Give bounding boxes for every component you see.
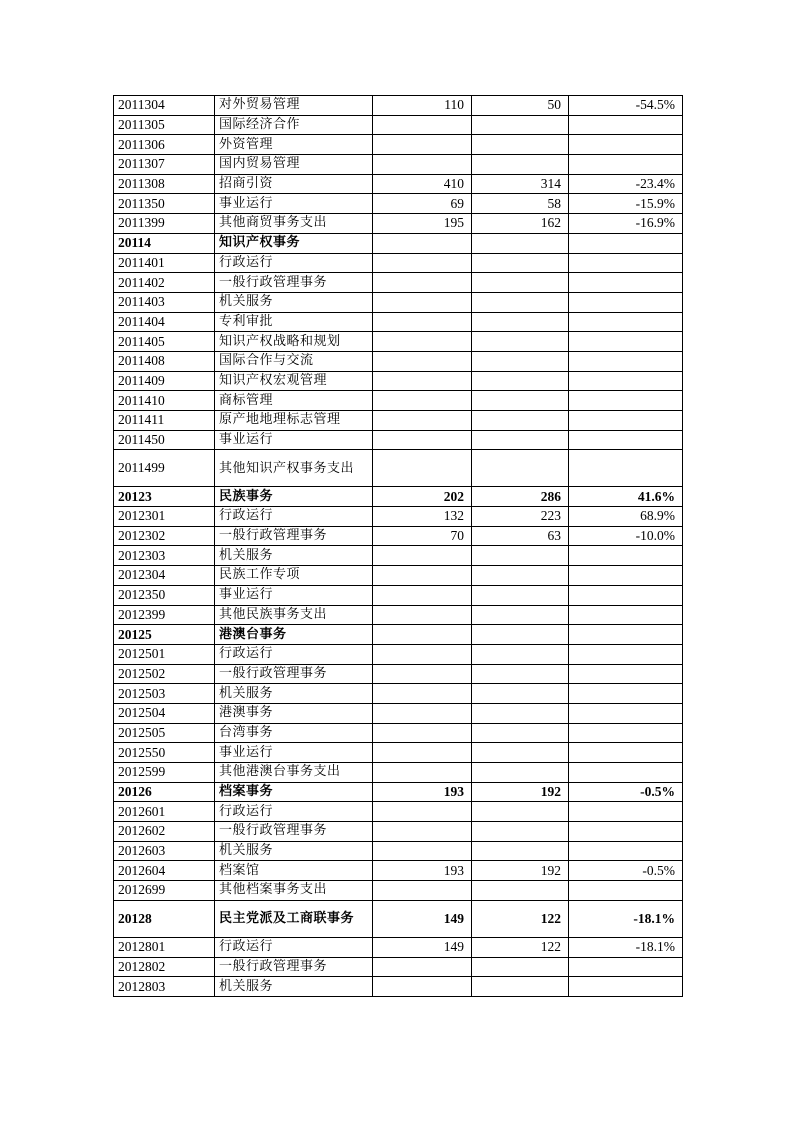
- code-cell: 2012603: [114, 841, 215, 861]
- name-cell: 港澳事务: [215, 703, 373, 723]
- value-2-cell: [472, 546, 569, 566]
- table-row: [114, 312, 683, 332]
- code-cell: 2011404: [114, 312, 215, 332]
- change-cell: [569, 351, 683, 371]
- change-cell: -18.1%: [569, 937, 683, 957]
- change-cell: [569, 391, 683, 411]
- value-1-cell: [373, 605, 472, 625]
- change-cell: -23.4%: [569, 174, 683, 194]
- table-row: [114, 214, 683, 234]
- name-cell: 台湾事务: [215, 723, 373, 743]
- code-cell: 2011350: [114, 194, 215, 214]
- change-cell: [569, 625, 683, 645]
- value-2-cell: [472, 841, 569, 861]
- table-row: [114, 566, 683, 586]
- value-2-cell: [472, 802, 569, 822]
- change-cell: -10.0%: [569, 526, 683, 546]
- name-cell: 知识产权事务: [215, 233, 373, 253]
- value-2-cell: [472, 253, 569, 273]
- table-row: [114, 937, 683, 957]
- value-1-cell: 195: [373, 214, 472, 234]
- change-cell: [569, 841, 683, 861]
- code-cell: 2012503: [114, 684, 215, 704]
- change-cell: [569, 605, 683, 625]
- table-row: [114, 526, 683, 546]
- change-cell: [569, 566, 683, 586]
- name-cell: 行政运行: [215, 644, 373, 664]
- value-1-cell: [373, 841, 472, 861]
- value-1-cell: 69: [373, 194, 472, 214]
- value-2-cell: [472, 430, 569, 450]
- code-cell: 2011409: [114, 371, 215, 391]
- category-row: [114, 782, 683, 802]
- change-cell: [569, 273, 683, 293]
- name-cell: 民主党派及工商联事务: [215, 900, 373, 937]
- change-cell: [569, 292, 683, 312]
- code-cell: 20123: [114, 487, 215, 507]
- value-2-cell: [472, 644, 569, 664]
- value-2-cell: [472, 351, 569, 371]
- name-cell: 机关服务: [215, 292, 373, 312]
- change-cell: -16.9%: [569, 214, 683, 234]
- code-cell: 2012550: [114, 743, 215, 763]
- change-cell: 41.6%: [569, 487, 683, 507]
- value-2-cell: [472, 391, 569, 411]
- budget-table: [113, 95, 683, 997]
- category-row: [114, 900, 683, 937]
- change-cell: [569, 763, 683, 783]
- table-row: [114, 371, 683, 391]
- code-cell: 2012302: [114, 526, 215, 546]
- name-cell: 一般行政管理事务: [215, 822, 373, 842]
- table-row: [114, 155, 683, 175]
- change-cell: [569, 881, 683, 901]
- table-row: [114, 391, 683, 411]
- value-2-cell: 286: [472, 487, 569, 507]
- table-body: [114, 96, 683, 997]
- name-cell: 知识产权宏观管理: [215, 371, 373, 391]
- value-1-cell: [373, 135, 472, 155]
- value-2-cell: 314: [472, 174, 569, 194]
- code-cell: 2011307: [114, 155, 215, 175]
- table-row: [114, 115, 683, 135]
- name-cell: 一般行政管理事务: [215, 664, 373, 684]
- table-row: [114, 253, 683, 273]
- table-row: [114, 723, 683, 743]
- value-2-cell: [472, 135, 569, 155]
- name-cell: 一般行政管理事务: [215, 526, 373, 546]
- name-cell: 其他知识产权事务支出: [215, 450, 373, 487]
- value-2-cell: [472, 312, 569, 332]
- code-cell: 2012699: [114, 881, 215, 901]
- code-cell: 20125: [114, 625, 215, 645]
- code-cell: 2012604: [114, 861, 215, 881]
- code-cell: 2011305: [114, 115, 215, 135]
- table-row: [114, 605, 683, 625]
- code-cell: 2012601: [114, 802, 215, 822]
- value-1-cell: [373, 273, 472, 293]
- code-cell: 20114: [114, 233, 215, 253]
- table-row: [114, 450, 683, 487]
- category-row: [114, 487, 683, 507]
- change-cell: -0.5%: [569, 861, 683, 881]
- value-1-cell: [373, 664, 472, 684]
- table-row: [114, 802, 683, 822]
- value-1-cell: 149: [373, 900, 472, 937]
- code-cell: 2012502: [114, 664, 215, 684]
- code-cell: 2011399: [114, 214, 215, 234]
- name-cell: 机关服务: [215, 546, 373, 566]
- value-2-cell: [472, 881, 569, 901]
- table-row: [114, 763, 683, 783]
- value-2-cell: [472, 371, 569, 391]
- change-cell: [569, 977, 683, 997]
- code-cell: 2011401: [114, 253, 215, 273]
- value-1-cell: [373, 351, 472, 371]
- value-1-cell: [373, 546, 472, 566]
- change-cell: [569, 332, 683, 352]
- code-cell: 2011410: [114, 391, 215, 411]
- change-cell: -0.5%: [569, 782, 683, 802]
- code-cell: 2012399: [114, 605, 215, 625]
- name-cell: 机关服务: [215, 684, 373, 704]
- code-cell: 2012505: [114, 723, 215, 743]
- change-cell: [569, 371, 683, 391]
- code-cell: 2011403: [114, 292, 215, 312]
- value-1-cell: [373, 822, 472, 842]
- code-cell: 2012303: [114, 546, 215, 566]
- value-2-cell: [472, 625, 569, 645]
- name-cell: 事业运行: [215, 585, 373, 605]
- value-2-cell: [472, 233, 569, 253]
- name-cell: 一般行政管理事务: [215, 957, 373, 977]
- change-cell: -15.9%: [569, 194, 683, 214]
- value-2-cell: [472, 684, 569, 704]
- code-cell: 2012599: [114, 763, 215, 783]
- name-cell: 民族工作专项: [215, 566, 373, 586]
- value-2-cell: [472, 273, 569, 293]
- value-2-cell: 192: [472, 782, 569, 802]
- table-row: [114, 841, 683, 861]
- change-cell: [569, 430, 683, 450]
- table-row: [114, 644, 683, 664]
- name-cell: 行政运行: [215, 802, 373, 822]
- value-1-cell: [373, 625, 472, 645]
- code-cell: 20128: [114, 900, 215, 937]
- name-cell: 机关服务: [215, 841, 373, 861]
- code-cell: 2012501: [114, 644, 215, 664]
- value-1-cell: [373, 332, 472, 352]
- change-cell: [569, 957, 683, 977]
- table-row: [114, 546, 683, 566]
- code-cell: 2011450: [114, 430, 215, 450]
- value-1-cell: [373, 312, 472, 332]
- name-cell: 事业运行: [215, 430, 373, 450]
- table-row: [114, 861, 683, 881]
- change-cell: [569, 155, 683, 175]
- code-cell: 2012504: [114, 703, 215, 723]
- value-2-cell: [472, 723, 569, 743]
- value-2-cell: 122: [472, 937, 569, 957]
- value-2-cell: [472, 822, 569, 842]
- value-1-cell: 410: [373, 174, 472, 194]
- code-cell: 2011402: [114, 273, 215, 293]
- code-cell: 2012802: [114, 957, 215, 977]
- value-1-cell: 132: [373, 507, 472, 527]
- change-cell: [569, 664, 683, 684]
- table-row: [114, 430, 683, 450]
- value-2-cell: 162: [472, 214, 569, 234]
- code-cell: 20126: [114, 782, 215, 802]
- code-cell: 2012304: [114, 566, 215, 586]
- value-2-cell: [472, 977, 569, 997]
- value-1-cell: [373, 881, 472, 901]
- change-cell: [569, 743, 683, 763]
- name-cell: 一般行政管理事务: [215, 273, 373, 293]
- table-row: [114, 411, 683, 431]
- name-cell: 行政运行: [215, 937, 373, 957]
- value-1-cell: [373, 430, 472, 450]
- value-1-cell: [373, 371, 472, 391]
- table-row: [114, 957, 683, 977]
- change-cell: [569, 450, 683, 487]
- change-cell: [569, 411, 683, 431]
- value-2-cell: [472, 743, 569, 763]
- value-2-cell: [472, 703, 569, 723]
- table-row: [114, 822, 683, 842]
- change-cell: -54.5%: [569, 96, 683, 116]
- code-cell: 2011408: [114, 351, 215, 371]
- name-cell: 档案事务: [215, 782, 373, 802]
- code-cell: 2012350: [114, 585, 215, 605]
- value-2-cell: 50: [472, 96, 569, 116]
- value-2-cell: [472, 155, 569, 175]
- name-cell: 档案馆: [215, 861, 373, 881]
- change-cell: [569, 684, 683, 704]
- name-cell: 事业运行: [215, 743, 373, 763]
- name-cell: 事业运行: [215, 194, 373, 214]
- name-cell: 机关服务: [215, 977, 373, 997]
- value-1-cell: [373, 411, 472, 431]
- value-2-cell: 192: [472, 861, 569, 881]
- value-2-cell: [472, 332, 569, 352]
- value-1-cell: [373, 292, 472, 312]
- value-2-cell: 122: [472, 900, 569, 937]
- value-2-cell: 223: [472, 507, 569, 527]
- code-cell: 2012301: [114, 507, 215, 527]
- change-cell: [569, 723, 683, 743]
- table-row: [114, 743, 683, 763]
- value-1-cell: [373, 684, 472, 704]
- name-cell: 专利审批: [215, 312, 373, 332]
- value-1-cell: [373, 763, 472, 783]
- table-row: [114, 351, 683, 371]
- table-row: [114, 507, 683, 527]
- change-cell: [569, 644, 683, 664]
- code-cell: 2011411: [114, 411, 215, 431]
- value-1-cell: [373, 115, 472, 135]
- code-cell: 2011308: [114, 174, 215, 194]
- name-cell: 港澳台事务: [215, 625, 373, 645]
- value-1-cell: [373, 585, 472, 605]
- change-cell: [569, 822, 683, 842]
- value-1-cell: [373, 977, 472, 997]
- table-row: [114, 273, 683, 293]
- value-2-cell: [472, 585, 569, 605]
- table-row: [114, 194, 683, 214]
- name-cell: 对外贸易管理: [215, 96, 373, 116]
- code-cell: 2011405: [114, 332, 215, 352]
- change-cell: [569, 703, 683, 723]
- table-row: [114, 292, 683, 312]
- value-2-cell: [472, 566, 569, 586]
- code-cell: 2012801: [114, 937, 215, 957]
- value-1-cell: [373, 566, 472, 586]
- value-1-cell: 110: [373, 96, 472, 116]
- name-cell: 行政运行: [215, 507, 373, 527]
- value-1-cell: [373, 743, 472, 763]
- name-cell: 商标管理: [215, 391, 373, 411]
- value-2-cell: [472, 450, 569, 487]
- code-cell: 2011304: [114, 96, 215, 116]
- name-cell: 国内贸易管理: [215, 155, 373, 175]
- value-1-cell: [373, 723, 472, 743]
- value-1-cell: [373, 703, 472, 723]
- change-cell: [569, 233, 683, 253]
- table-row: [114, 977, 683, 997]
- table-row: [114, 96, 683, 116]
- value-2-cell: [472, 411, 569, 431]
- change-cell: -18.1%: [569, 900, 683, 937]
- table-row: [114, 684, 683, 704]
- value-1-cell: [373, 802, 472, 822]
- table-row: [114, 332, 683, 352]
- value-2-cell: [472, 664, 569, 684]
- name-cell: 国际合作与交流: [215, 351, 373, 371]
- value-2-cell: [472, 957, 569, 977]
- value-1-cell: 149: [373, 937, 472, 957]
- change-cell: [569, 585, 683, 605]
- value-1-cell: 193: [373, 782, 472, 802]
- name-cell: 原产地地理标志管理: [215, 411, 373, 431]
- value-2-cell: [472, 763, 569, 783]
- value-1-cell: [373, 391, 472, 411]
- table-row: [114, 585, 683, 605]
- change-cell: [569, 253, 683, 273]
- name-cell: 外资管理: [215, 135, 373, 155]
- change-cell: [569, 312, 683, 332]
- name-cell: 其他商贸事务支出: [215, 214, 373, 234]
- category-row: [114, 625, 683, 645]
- name-cell: 其他民族事务支出: [215, 605, 373, 625]
- category-row: [114, 233, 683, 253]
- code-cell: 2012602: [114, 822, 215, 842]
- table-row: [114, 174, 683, 194]
- table-row: [114, 881, 683, 901]
- table-row: [114, 664, 683, 684]
- code-cell: 2011306: [114, 135, 215, 155]
- value-1-cell: [373, 155, 472, 175]
- value-1-cell: [373, 233, 472, 253]
- name-cell: 行政运行: [215, 253, 373, 273]
- name-cell: 其他港澳台事务支出: [215, 763, 373, 783]
- name-cell: 知识产权战略和规划: [215, 332, 373, 352]
- code-cell: 2012803: [114, 977, 215, 997]
- value-1-cell: [373, 450, 472, 487]
- change-cell: [569, 546, 683, 566]
- value-1-cell: 193: [373, 861, 472, 881]
- value-2-cell: 63: [472, 526, 569, 546]
- change-cell: [569, 115, 683, 135]
- name-cell: 其他档案事务支出: [215, 881, 373, 901]
- change-cell: [569, 802, 683, 822]
- name-cell: 国际经济合作: [215, 115, 373, 135]
- value-2-cell: [472, 292, 569, 312]
- change-cell: [569, 135, 683, 155]
- value-1-cell: [373, 957, 472, 977]
- code-cell: 2011499: [114, 450, 215, 487]
- table-row: [114, 703, 683, 723]
- change-cell: 68.9%: [569, 507, 683, 527]
- value-1-cell: [373, 644, 472, 664]
- value-2-cell: [472, 115, 569, 135]
- value-2-cell: [472, 605, 569, 625]
- name-cell: 民族事务: [215, 487, 373, 507]
- table-row: [114, 135, 683, 155]
- value-1-cell: 70: [373, 526, 472, 546]
- value-2-cell: 58: [472, 194, 569, 214]
- value-1-cell: 202: [373, 487, 472, 507]
- name-cell: 招商引资: [215, 174, 373, 194]
- value-1-cell: [373, 253, 472, 273]
